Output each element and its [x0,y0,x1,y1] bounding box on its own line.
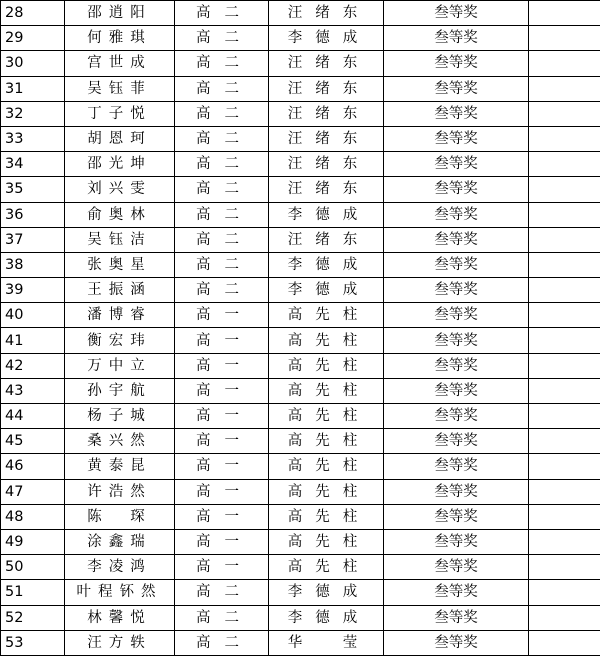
student-name: 胡恩珂 [65,126,175,151]
teacher-name: 李德成 [269,26,384,51]
teacher-name: 李德成 [269,252,384,277]
table-row [1,529,600,554]
grade-cell: 高二 [175,202,269,227]
table-row [1,202,600,227]
row-number: 45 [1,429,65,454]
table-row [1,126,600,151]
teacher-name: 高先柱 [269,429,384,454]
row-number: 46 [1,454,65,479]
table-row [1,605,600,630]
blank-cell [529,605,600,630]
award-cell: 叁等奖 [384,126,529,151]
grade-cell: 高二 [175,630,269,655]
grade-cell: 高一 [175,479,269,504]
teacher-name: 汪绪东 [269,51,384,76]
award-cell: 叁等奖 [384,504,529,529]
award-cell: 叁等奖 [384,353,529,378]
grade-cell: 高二 [175,101,269,126]
student-name: 吴钰洁 [65,227,175,252]
grade-cell: 高一 [175,429,269,454]
grade-cell: 高一 [175,404,269,429]
teacher-name: 高先柱 [269,328,384,353]
student-name: 桑兴然 [65,429,175,454]
row-number: 51 [1,580,65,605]
award-cell: 叁等奖 [384,454,529,479]
blank-cell [529,555,600,580]
table-row [1,252,600,277]
student-name: 邵逍阳 [65,1,175,26]
grade-cell: 高二 [175,1,269,26]
row-number: 47 [1,479,65,504]
student-name: 汪方轶 [65,630,175,655]
award-table-body [1,1,600,656]
blank-cell [529,580,600,605]
teacher-name: 高先柱 [269,454,384,479]
grade-cell: 高一 [175,504,269,529]
award-cell: 叁等奖 [384,227,529,252]
row-number: 33 [1,126,65,151]
table-row [1,26,600,51]
table-row [1,630,600,655]
table-row [1,177,600,202]
grade-cell: 高二 [175,177,269,202]
teacher-name: 高先柱 [269,353,384,378]
grade-cell: 高一 [175,378,269,403]
grade-cell: 高二 [175,278,269,303]
teacher-name: 李德成 [269,580,384,605]
blank-cell [529,51,600,76]
award-cell: 叁等奖 [384,555,529,580]
student-name: 黄泰昆 [65,454,175,479]
award-cell: 叁等奖 [384,605,529,630]
student-name: 叶程钚然 [65,580,175,605]
blank-cell [529,378,600,403]
blank-cell [529,630,600,655]
teacher-name: 汪绪东 [269,227,384,252]
blank-cell [529,177,600,202]
student-name: 衡宏玮 [65,328,175,353]
row-number: 50 [1,555,65,580]
award-cell: 叁等奖 [384,252,529,277]
table-row [1,227,600,252]
award-cell: 叁等奖 [384,51,529,76]
blank-cell [529,152,600,177]
table-row [1,152,600,177]
row-number: 42 [1,353,65,378]
grade-cell: 高二 [175,605,269,630]
student-name: 陈 琛 [65,504,175,529]
student-name: 俞奥林 [65,202,175,227]
award-cell: 叁等奖 [384,630,529,655]
award-cell: 叁等奖 [384,303,529,328]
table-row [1,303,600,328]
student-name: 潘博睿 [65,303,175,328]
grade-cell: 高二 [175,227,269,252]
award-cell: 叁等奖 [384,378,529,403]
row-number: 43 [1,378,65,403]
row-number: 39 [1,278,65,303]
table-row [1,353,600,378]
award-cell: 叁等奖 [384,177,529,202]
teacher-name: 高先柱 [269,555,384,580]
teacher-name: 汪绪东 [269,1,384,26]
student-name: 邵光坤 [65,152,175,177]
award-cell: 叁等奖 [384,202,529,227]
student-name: 杨子城 [65,404,175,429]
blank-cell [529,26,600,51]
grade-cell: 高一 [175,353,269,378]
grade-cell: 高一 [175,328,269,353]
blank-cell [529,278,600,303]
teacher-name: 高先柱 [269,303,384,328]
table-row [1,555,600,580]
teacher-name: 高先柱 [269,404,384,429]
award-cell: 叁等奖 [384,529,529,554]
row-number: 36 [1,202,65,227]
student-name: 涂鑫瑞 [65,529,175,554]
table-row [1,278,600,303]
grade-cell: 高一 [175,303,269,328]
row-number: 35 [1,177,65,202]
teacher-name: 高先柱 [269,529,384,554]
teacher-name: 汪绪东 [269,101,384,126]
table-row [1,1,600,26]
grade-cell: 高二 [175,126,269,151]
student-name: 吴钰菲 [65,76,175,101]
blank-cell [529,328,600,353]
student-name: 何雅琪 [65,26,175,51]
student-name: 孙宇航 [65,378,175,403]
blank-cell [529,404,600,429]
student-name: 李凌鸿 [65,555,175,580]
student-name: 林馨悦 [65,605,175,630]
teacher-name: 李德成 [269,605,384,630]
row-number: 31 [1,76,65,101]
blank-cell [529,504,600,529]
table-row [1,580,600,605]
teacher-name: 汪绪东 [269,126,384,151]
row-number: 30 [1,51,65,76]
student-name: 丁子悦 [65,101,175,126]
teacher-name: 高先柱 [269,504,384,529]
blank-cell [529,303,600,328]
award-cell: 叁等奖 [384,404,529,429]
grade-cell: 高一 [175,529,269,554]
row-number: 38 [1,252,65,277]
teacher-name: 高先柱 [269,479,384,504]
table-row [1,504,600,529]
blank-cell [529,353,600,378]
teacher-name: 汪绪东 [269,177,384,202]
row-number: 49 [1,529,65,554]
row-number: 32 [1,101,65,126]
row-number: 40 [1,303,65,328]
grade-cell: 高一 [175,555,269,580]
grade-cell: 高一 [175,454,269,479]
grade-cell: 高二 [175,26,269,51]
award-cell: 叁等奖 [384,429,529,454]
grade-cell: 高二 [175,51,269,76]
table-row [1,378,600,403]
row-number: 41 [1,328,65,353]
grade-cell: 高二 [175,76,269,101]
row-number: 48 [1,504,65,529]
award-cell: 叁等奖 [384,1,529,26]
award-cell: 叁等奖 [384,76,529,101]
row-number: 52 [1,605,65,630]
teacher-name: 汪绪东 [269,152,384,177]
table-row [1,101,600,126]
table-row [1,479,600,504]
student-name: 张奥星 [65,252,175,277]
row-number: 28 [1,1,65,26]
cut-off-next-line [0,657,600,666]
table-row [1,76,600,101]
student-name: 万中立 [65,353,175,378]
award-cell: 叁等奖 [384,328,529,353]
grade-cell: 高二 [175,152,269,177]
blank-cell [529,227,600,252]
blank-cell [529,252,600,277]
blank-cell [529,202,600,227]
student-name: 王振涵 [65,278,175,303]
blank-cell [529,429,600,454]
award-cell: 叁等奖 [384,278,529,303]
teacher-name: 李德成 [269,278,384,303]
blank-cell [529,76,600,101]
row-number: 29 [1,26,65,51]
teacher-name: 汪绪东 [269,76,384,101]
award-cell: 叁等奖 [384,26,529,51]
table-row [1,454,600,479]
student-name: 许浩然 [65,479,175,504]
award-cell: 叁等奖 [384,101,529,126]
blank-cell [529,126,600,151]
blank-cell [529,101,600,126]
blank-cell [529,454,600,479]
table-row [1,429,600,454]
blank-cell [529,529,600,554]
teacher-name: 高先柱 [269,378,384,403]
student-name: 宫世成 [65,51,175,76]
grade-cell: 高二 [175,252,269,277]
row-number: 34 [1,152,65,177]
award-cell: 叁等奖 [384,479,529,504]
row-number: 44 [1,404,65,429]
row-number: 53 [1,630,65,655]
award-cell: 叁等奖 [384,152,529,177]
student-name: 刘兴雯 [65,177,175,202]
teacher-name: 李德成 [269,202,384,227]
award-cell: 叁等奖 [384,580,529,605]
table-row [1,328,600,353]
teacher-name: 华 莹 [269,630,384,655]
blank-cell [529,1,600,26]
row-number: 37 [1,227,65,252]
blank-cell [529,479,600,504]
table-row [1,51,600,76]
grade-cell: 高二 [175,580,269,605]
table-row [1,404,600,429]
